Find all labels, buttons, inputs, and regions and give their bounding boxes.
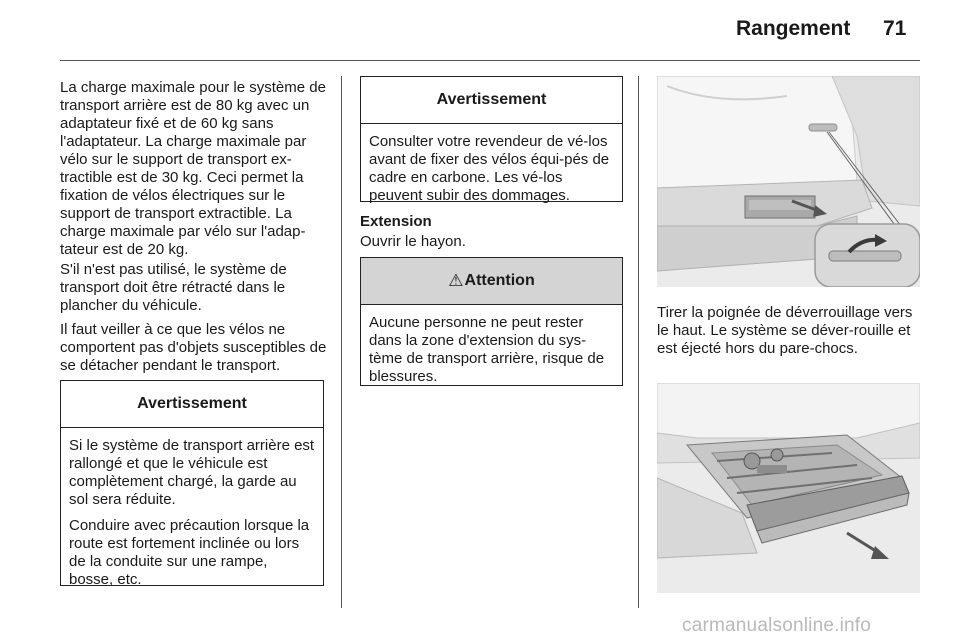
attention-box-body (361, 305, 622, 394)
figure-caption: Tirer la poignée de déverrouillage vers le haut. Le système se déver-rouille et est éjecté hors du pare-chocs. (657, 304, 913, 357)
warning-box (360, 76, 623, 202)
illustration-carrier-extended (657, 383, 920, 593)
attention-label: Attention (464, 272, 535, 289)
column-divider-1 (341, 76, 342, 608)
body-paragraph: Il faut veiller à ce que les vélos ne comportent pas d'objets susceptibles de se détacher pendant le transport. (60, 321, 327, 374)
page-title: Rangement (736, 17, 851, 40)
warning-triangle-icon: ⚠ (448, 271, 464, 290)
warning-box-title: Avertissement (361, 77, 622, 124)
warning-box-title: Avertissement (61, 381, 323, 428)
body-paragraph: La charge maximale pour le système de transport arrière est de 80 kg avec un adaptateur fixé et de 60 kg sans l'adaptateur. La charge maximale par vélo sur le support de transport ex-tractible est de 30 kg. Ceci permet la fixation de vélos électriques sur le support de transport extractible. La charge maximale par vélo sur l'adap-tateur est de 20 kg. (60, 79, 326, 258)
warning-text: Consulter votre revendeur de vé-los avant de fixer des vélos équi-pés de cadre en carbone. Les vé-los peuvent subir des dommages. (369, 133, 610, 204)
warning-text: Si le système de transport arrière est rallongé et que le véhicule est complètement chargé, la garde au sol sera réduite. (69, 437, 315, 508)
column-divider-2 (638, 76, 639, 608)
footer-watermark: carmanualsonline.info (682, 615, 872, 636)
illustration-bumper-release-handle (657, 76, 920, 287)
header-divider (60, 60, 920, 61)
section-heading: Extension (360, 213, 432, 230)
body-paragraph: Ouvrir le hayon. (360, 233, 466, 250)
warning-box-body (61, 428, 323, 597)
warning-text: Conduire avec précaution lorsque la route est fortement inclinée ou lors de la conduite sur une rampe, bosse, etc. (69, 517, 310, 588)
attention-box-title (361, 258, 622, 305)
page-number: 71 (883, 17, 907, 40)
attention-box (360, 257, 623, 386)
warning-box (60, 380, 324, 586)
warning-box-body (361, 124, 622, 213)
body-paragraph: S'il n'est pas utilisé, le système de transport doit être rétracté dans le plancher du véhicule. (60, 261, 287, 314)
attention-text: Aucune personne ne peut rester dans la zone d'extension du sys-tème de transport arrière, risque de blessures. (369, 314, 605, 385)
